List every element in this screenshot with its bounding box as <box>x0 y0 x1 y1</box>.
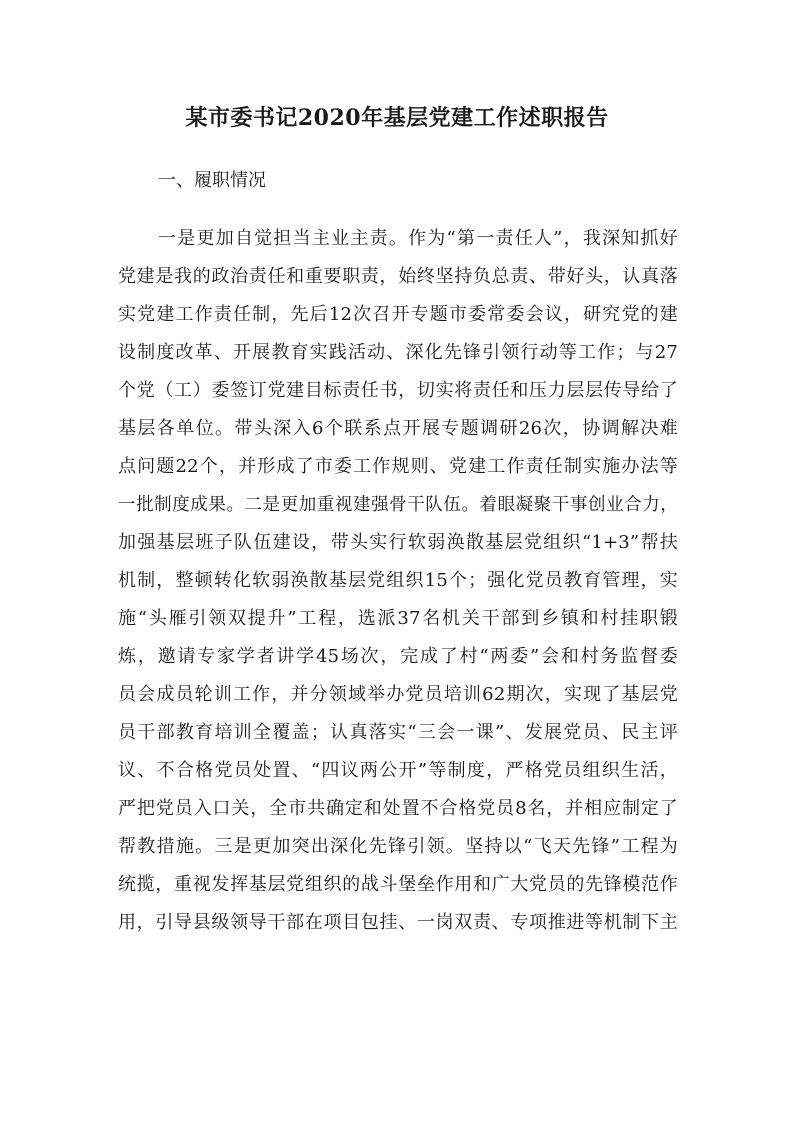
body-line: 一是更加自觉担当主业主责。作为“第一责任人”，我深知抓好 <box>158 228 678 249</box>
body-line: 设制度改革、开展教育实践活动、深化先锋引领行动等工作；与27 <box>118 342 678 363</box>
body-line: 党建是我的政治责任和重要职责，始终坚持负总责、带好头，认真落 <box>118 266 678 287</box>
body-line: 炼，邀请专家学者讲学45场次，完成了村“两委”会和村务监督委 <box>118 646 678 667</box>
document-title: 某市委书记2020年基层党建工作述职报告 <box>185 105 609 131</box>
body-line: 严把党员入口关，全市共确定和处置不合格党员8名，并相应制定了 <box>118 798 678 819</box>
body-line: 实党建工作责任制，先后12次召开专题市委常委会议，研究党的建 <box>118 304 678 325</box>
body-line: 一批制度成果。二是更加重视建强骨干队伍。着眼凝聚干事创业合力， <box>118 495 678 515</box>
body-line: 个党（工）委签订党建目标责任书，切实将责任和压力层层传导给了 <box>118 380 678 401</box>
body-line: 施“头雁引领双提升”工程，选派37名机关干部到乡镇和村挂职锻 <box>118 608 678 629</box>
body-line: 用，引导县级领导干部在项目包挂、一岗双责、专项推进等机制下主 <box>118 912 678 933</box>
body-line: 员干部教育培训全覆盖；认真落实“三会一课”、发展党员、民主评 <box>118 722 678 743</box>
section-heading: 一、履职情况 <box>158 170 266 191</box>
body-line: 帮教措施。三是更加突出深化先锋引领。坚持以“飞天先锋”工程为 <box>118 836 678 857</box>
body-line: 议、不合格党员处置、“四议两公开”等制度，严格党员组织生活， <box>118 760 678 781</box>
body-line: 机制，整顿转化软弱涣散基层党组织15个；强化党员教育管理，实 <box>118 570 678 591</box>
body-line: 加强基层班子队伍建设，带头实行软弱涣散基层党组织“1+3”帮扶 <box>118 532 678 553</box>
body-line: 员会成员轮训工作，并分领域举办党员培训62期次，实现了基层党 <box>118 684 678 705</box>
body-line: 点问题22个，并形成了市委工作规则、党建工作责任制实施办法等 <box>118 456 678 477</box>
body-line: 基层各单位。带头深入6个联系点开展专题调研26次，协调解决难 <box>118 418 678 439</box>
body-line: 统揽，重视发挥基层党组织的战斗堡垒作用和广大党员的先锋模范作 <box>118 874 678 895</box>
